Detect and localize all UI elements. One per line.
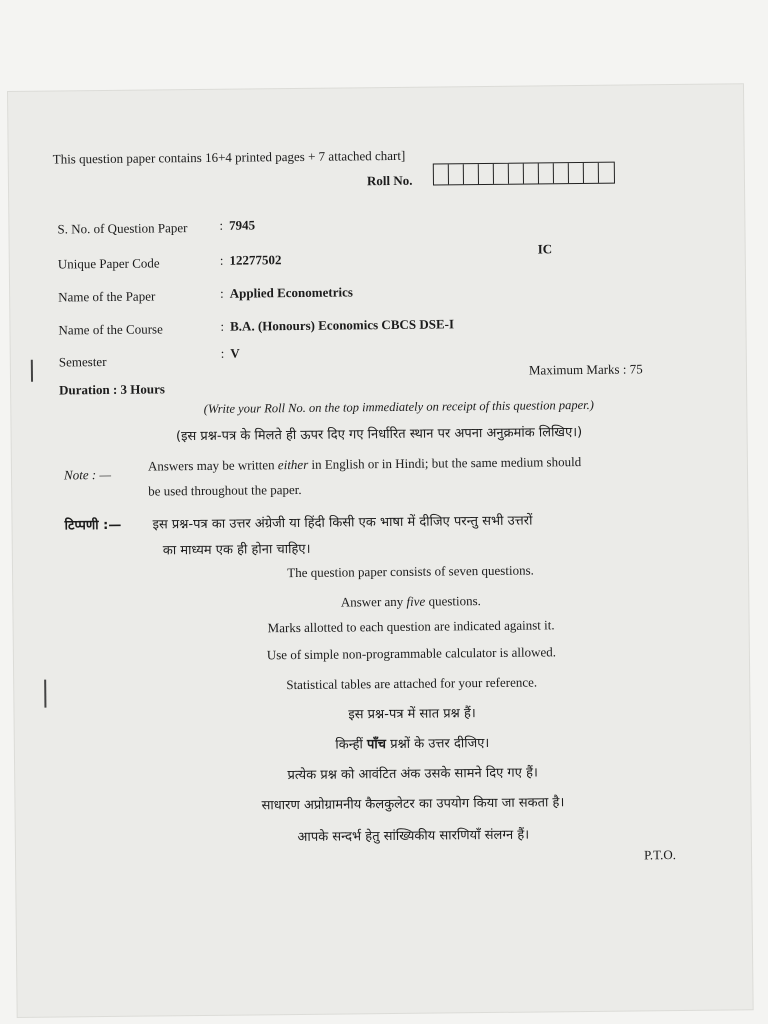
instruction-consists: The question paper consists of seven questions. xyxy=(287,562,534,581)
roll-number-box xyxy=(554,163,569,183)
meta-label-paper-name: Name of the Paper xyxy=(58,288,156,305)
meta-value-paper-name: : Applied Econometrics xyxy=(220,284,353,301)
tippani-line-2: का माध्यम एक ही होना चाहिए। xyxy=(162,541,311,559)
roll-number-box xyxy=(599,163,614,183)
meta-label-semester: Semester xyxy=(58,353,107,370)
roll-number-box xyxy=(449,164,464,184)
instruction-hi-calculator: साधारण अप्रोग्रामनीय कैलकुलेटर का उपयोग किया जा सकता है। xyxy=(261,795,565,814)
roll-number-label: Roll No. xyxy=(366,172,413,189)
max-marks: Maximum Marks : 75 xyxy=(528,361,643,378)
instruction-hi-marks: प्रत्येक प्रश्न को आवंटित अंक उसके सामने दिए गए हैं। xyxy=(287,765,538,784)
roll-number-box xyxy=(584,163,599,183)
meta-value-paper-code: : 12277502 xyxy=(219,252,282,268)
question-paper-page xyxy=(8,84,753,1017)
note-line-2: be used throughout the paper. xyxy=(148,481,302,499)
instruction-hi-consists: इस प्रश्न-पत्र में सात प्रश्न हैं। xyxy=(348,706,476,723)
meta-label-course: Name of the Course xyxy=(58,321,163,338)
roll-number-box xyxy=(434,164,449,184)
margin-pen-mark xyxy=(31,360,33,382)
roll-number-box xyxy=(464,164,479,184)
note-label: Note : — xyxy=(63,466,112,483)
meta-label-paper-code: Unique Paper Code xyxy=(57,255,160,272)
ic-mark: IC xyxy=(537,241,553,257)
tippani-label: टिप्पणी :— xyxy=(64,517,122,534)
roll-number-boxes xyxy=(433,162,615,186)
roll-number-box xyxy=(479,164,494,184)
instruction-hi-tables: आपके सन्दर्भ हेतु सांख्यिकीय सारणियाँ संलग्न हैं। xyxy=(297,827,530,846)
roll-instruction-en: (Write your Roll No. on the top immediately on receipt of this question paper.) xyxy=(203,397,594,416)
instruction-tables: Statistical tables are attached for your reference. xyxy=(286,674,538,693)
instruction-answer: Answer any five questions. xyxy=(340,593,481,610)
duration: Duration : 3 Hours xyxy=(59,381,166,398)
roll-number-box xyxy=(509,164,524,184)
meta-value-serial: : 7945 xyxy=(219,217,256,233)
roll-number-box xyxy=(569,163,584,183)
margin-pen-mark xyxy=(44,680,46,708)
roll-number-box xyxy=(539,163,554,183)
meta-value-course: : B.A. (Honours) Economics CBCS DSE-I xyxy=(220,316,455,334)
instruction-marks: Marks allotted to each question are indicated against it. xyxy=(267,617,555,636)
pages-note: This question paper contains 16+4 printed pages + 7 attached chart] xyxy=(52,147,406,167)
roll-number-box xyxy=(524,163,539,183)
roll-number-box xyxy=(494,164,509,184)
instruction-hi-answer: किन्हीं पाँच प्रश्नों के उत्तर दीजिए। xyxy=(335,735,490,753)
pto: P.T.O. xyxy=(643,847,677,863)
instruction-calculator: Use of simple non-programmable calculator is allowed. xyxy=(266,644,557,663)
note-line-1: Answers may be written either in English or in Hindi; but the same medium should xyxy=(147,454,582,474)
meta-value-semester: : V xyxy=(220,345,240,361)
roll-instruction-hi: (इस प्रश्न-पत्र के मिलते ही ऊपर दिए गए निर्धारित स्थान पर अपना अनुक्रमांक लिखिए।) xyxy=(175,425,583,445)
tippani-line-1: इस प्रश्न-पत्र का उत्तर अंग्रेजी या हिंदी किसी एक भाषा में दीजिए परन्तु सभी उत्तरों xyxy=(152,513,533,533)
meta-label-serial: S. No. of Question Paper xyxy=(57,220,188,237)
